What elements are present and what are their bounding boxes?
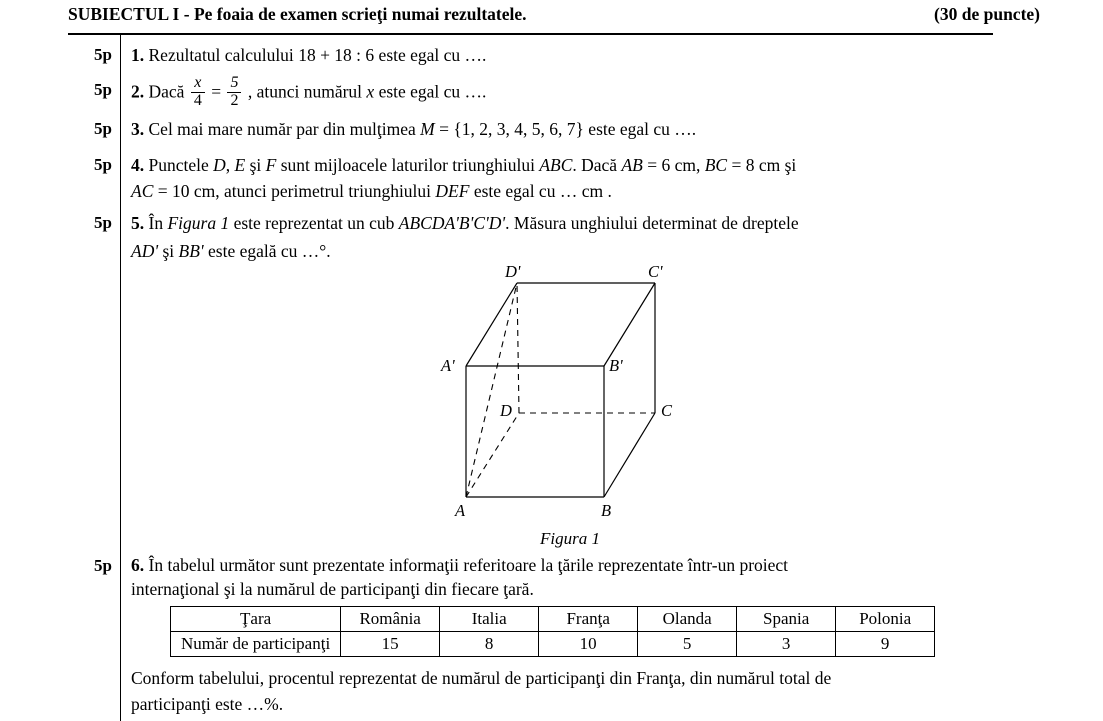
- question-3-number: 3.: [131, 119, 145, 139]
- question-5: [131, 212, 993, 235]
- table-cell-participants-3: 5: [638, 632, 737, 657]
- cube-diagonal-A-Dprime: [466, 283, 517, 497]
- table-cell-country-3: Olanda: [638, 607, 737, 632]
- segment-bc: BC: [704, 155, 728, 175]
- segment-ac: AC: [131, 181, 154, 201]
- question-3-text-b: este egal cu ….: [588, 119, 697, 139]
- table-cell-participants-2: 10: [539, 632, 638, 657]
- page-header: [68, 4, 1068, 30]
- question-6-closing-a: Conform tabelului, procentul reprezentat de numărul de participanţi din Franţa, din numărul total de: [131, 668, 832, 688]
- table-cell-country-1: Italia: [440, 607, 539, 632]
- vertex-label-A-prime: A': [441, 356, 455, 375]
- table-cell-participants-1: 8: [440, 632, 539, 657]
- question-6-text-b: internaţional şi la numărul de participanţi din fiecare ţară.: [131, 579, 534, 599]
- cube-solid-edges: [466, 283, 655, 497]
- segment-bc-value: = 8 cm: [731, 155, 781, 175]
- triangle-abc: ABC: [539, 155, 573, 175]
- comma-2: ,: [695, 155, 701, 175]
- figure-caption: Figura 1: [540, 529, 600, 548]
- diagonal-A-Dprime: [466, 283, 517, 497]
- fraction-denominator: 2: [227, 92, 241, 110]
- question-2-text-c: este egal cu ….: [378, 81, 487, 102]
- fraction-5-over-2: [227, 75, 241, 110]
- vertex-label-A: A: [455, 501, 466, 520]
- question-6-line-2: [131, 578, 534, 601]
- question-5-text-d: este egală cu …°.: [208, 241, 331, 261]
- table-cell-country-4: Spania: [737, 607, 836, 632]
- triangle-def: DEF: [435, 181, 470, 201]
- segment-ac-value: = 10 cm: [157, 181, 216, 201]
- points-q1: 5p: [94, 45, 112, 64]
- question-4-conj: şi: [249, 155, 262, 175]
- question-5-text-b: este reprezentat un cub: [233, 213, 395, 233]
- question-4-text-e: este egal cu … cm .: [473, 181, 612, 201]
- fraction-x-over-4: [191, 75, 205, 110]
- figure-reference: Figura 1: [167, 213, 230, 233]
- edge-A-D: [466, 413, 519, 497]
- table-row-participants: [171, 632, 935, 657]
- question-4: [131, 154, 796, 177]
- participants-table: [170, 606, 935, 657]
- table-cell-participants-4: 3: [737, 632, 836, 657]
- question-6-closing-b: participanţi este …%.: [131, 694, 284, 714]
- vertex-label-D-prime: D': [505, 262, 521, 281]
- question-6-closing-line-1: [131, 667, 993, 690]
- edge-Bprime-Cprime: [604, 283, 655, 366]
- table-cell-participants-5: 9: [836, 632, 935, 657]
- vertex-label-C-prime: C': [648, 262, 663, 281]
- question-3-text-a: Cel mai mare număr par din mulţimea: [148, 119, 416, 139]
- question-1-text-a: Rezultatul calculului: [148, 45, 294, 65]
- fraction-numerator: x: [194, 74, 202, 91]
- table-header-country: Ţara: [171, 607, 341, 632]
- table-cell-country-0: România: [341, 607, 440, 632]
- cube-figure: [420, 258, 720, 558]
- question-5-text-c: . Măsura unghiului determinat de dreptele: [505, 213, 799, 233]
- vertex-label-D: D: [500, 401, 512, 420]
- question-5-conj: şi: [162, 241, 175, 261]
- question-4-and: şi: [784, 155, 797, 175]
- points-column-divider: [120, 33, 121, 721]
- points-q2: 5p: [94, 80, 112, 99]
- table-header-participants: Număr de participanţi: [171, 632, 341, 657]
- point-d: D: [213, 155, 226, 175]
- question-6-closing-line-2: [131, 693, 283, 716]
- question-4-text-d: , atunci perimetrul triunghiului: [215, 181, 432, 201]
- question-2-variable: x: [366, 81, 375, 102]
- question-2-text-a: Dacă: [148, 81, 185, 102]
- equals-sign: =: [211, 81, 222, 102]
- question-1-number: 1.: [131, 45, 145, 65]
- question-5-number: 5.: [131, 213, 145, 233]
- question-5-line-2: [131, 240, 331, 263]
- question-2-number: 2.: [131, 81, 145, 102]
- question-4-text-b: sunt mijloacele laturilor triunghiului: [280, 155, 535, 175]
- points-q3: 5p: [94, 119, 112, 138]
- points-q4: 5p: [94, 155, 112, 174]
- vertex-label-C: C: [661, 401, 673, 420]
- table-cell-participants-0: 15: [341, 632, 440, 657]
- question-4-text-c: . Dacă: [572, 155, 618, 175]
- edge-B-C: [604, 413, 655, 497]
- question-6-text-a: În tabelul următor sunt prezentate informaţii referitoare la ţările reprezentate într-un proiect: [148, 555, 789, 575]
- question-5-text-a: În: [148, 213, 164, 233]
- header-title: SUBIECTUL I - Pe foaia de examen scrieţi numai rezultatele.: [68, 4, 527, 24]
- vertex-label-B: B: [601, 501, 612, 520]
- question-2-text-b: , atunci numărul: [247, 81, 363, 102]
- question-3: [131, 118, 696, 141]
- question-1-text-b: este egal cu ….: [378, 45, 487, 65]
- question-4-number: 4.: [131, 155, 145, 175]
- header-divider-rule: [68, 33, 993, 35]
- header-points: (30 de puncte): [934, 4, 1040, 24]
- question-6-number: 6.: [131, 555, 145, 575]
- point-f: F: [265, 155, 277, 175]
- comma-1: ,: [225, 155, 231, 175]
- table-cell-country-5: Polonia: [836, 607, 935, 632]
- fraction-numerator: 5: [230, 74, 239, 91]
- points-q6: 5p: [94, 556, 112, 575]
- cube-name: ABCDA'B'C'D': [398, 213, 506, 233]
- edge-Aprime-Dprime: [466, 283, 517, 366]
- point-e: E: [234, 155, 246, 175]
- question-6: [131, 554, 993, 577]
- question-2: [131, 76, 486, 111]
- line-ad-prime: AD': [131, 241, 159, 261]
- segment-ab: AB: [621, 155, 643, 175]
- question-3-set-name: M: [420, 119, 435, 139]
- question-4-text-a: Punctele: [148, 155, 209, 175]
- question-1-expression: 18 + 18 : 6: [298, 45, 375, 65]
- question-3-set-value: {1, 2, 3, 4, 5, 6, 7}: [453, 119, 584, 139]
- points-q5: 5p: [94, 213, 112, 232]
- edge-D-Dprime: [517, 283, 519, 413]
- fraction-denominator: 4: [191, 92, 205, 110]
- segment-ab-value: = 6 cm: [647, 155, 696, 175]
- table-row-countries: [171, 607, 935, 632]
- table-cell-country-2: Franţa: [539, 607, 638, 632]
- vertex-label-B-prime: B': [609, 356, 623, 375]
- question-4-line-2: [131, 180, 612, 203]
- line-bb-prime: BB': [178, 241, 204, 261]
- question-3-set-equals: =: [439, 119, 449, 139]
- cube-hidden-edges: [466, 283, 655, 497]
- question-1: [131, 44, 486, 67]
